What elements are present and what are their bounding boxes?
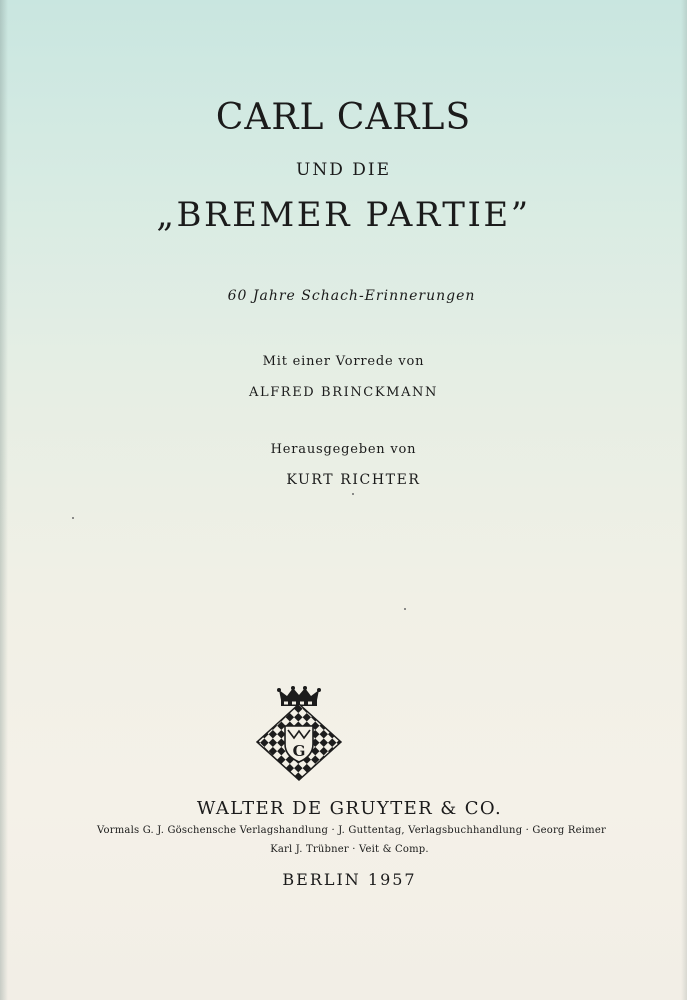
publication-city-year: BERLIN 1957 xyxy=(282,870,417,889)
svg-text:G: G xyxy=(292,742,306,760)
book-subtitle: 60 Jahre Schach-Erinnerungen xyxy=(227,288,476,304)
publisher-imprint-line2: Karl J. Trübner · Veit & Comp. xyxy=(270,844,429,855)
publisher-name: WALTER DE GRUYTER & CO. xyxy=(196,798,503,819)
editor-label: Herausgegeben von xyxy=(270,442,417,457)
foreword-label: Mit einer Vorrede von xyxy=(262,354,425,369)
paper-speck xyxy=(72,517,74,519)
paper-speck xyxy=(404,608,406,610)
publisher-imprint-line1: Vormals G. J. Göschensche Verlagshandlung · J. Guttentag, Verlagsbuchhandlung · Georg Reimer xyxy=(97,825,606,836)
book-title-line2: UND DIE xyxy=(296,160,391,180)
book-title-line1: CARL CARLS xyxy=(215,97,472,138)
paper-speck xyxy=(352,493,354,495)
editor-name: KURT RICHTER xyxy=(286,472,421,488)
book-title-line3: „BREMER PARTIE” xyxy=(156,195,531,235)
crowned-chessboard-logo-icon xyxy=(254,686,344,782)
foreword-author: ALFRED BRINCKMANN xyxy=(248,385,439,400)
